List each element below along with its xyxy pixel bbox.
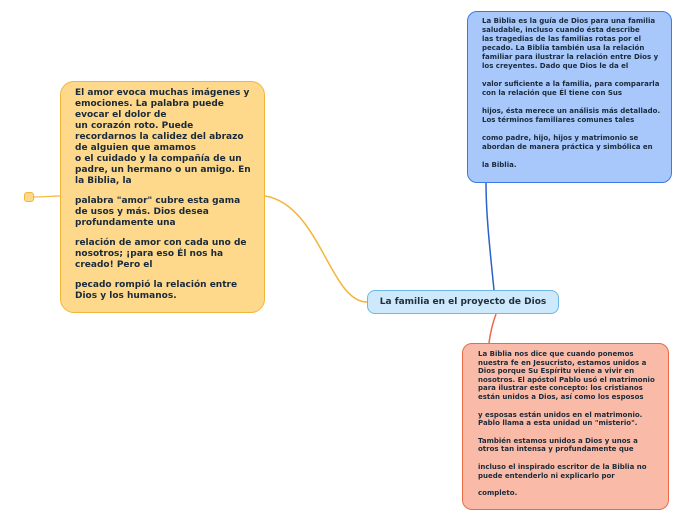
connector-salmon — [489, 314, 496, 343]
connector-blue — [486, 183, 494, 290]
topic-salmon-text: y esposas están unidos en el matrimonio. Pablo llama a esta unidad un "misterio". — [478, 410, 643, 428]
connector-orange — [265, 196, 367, 302]
topic-orange-text: relación de amor con cada uno de nosotros; ¡para eso Él nos ha creado! Pero el — [75, 238, 247, 270]
collapsed-topic-marker[interactable] — [24, 192, 34, 202]
central-topic[interactable] — [367, 290, 559, 314]
topic-blue-text: valor suficiente a la familia, para compararla con la relación que Él tiene con Sus — [482, 80, 660, 97]
topic-orange-text: pecado rompió la relación entre Dios y los humanos. — [75, 280, 238, 301]
central-topic-title: La familia en el proyecto de Dios — [379, 297, 547, 307]
topic-orange-text: El amor evoca muchas imágenes y emociones. La palabra puede evocar el dolor de un corazón roto. Puede recordarnos la calidez del abrazo de alguien que amamos o el cuidado y la compañía de un padre, un hermano o un amigo. En la Biblia, la — [75, 88, 251, 186]
topic-orange[interactable] — [60, 81, 265, 313]
topic-blue-text: la Biblia. — [482, 161, 517, 169]
topic-salmon-text: incluso el inspirado escritor de la Biblia no puede entenderlo ni explicarlo por — [478, 462, 647, 480]
topic-blue-text: hijos, ésta merece un análisis más detallado. Los términos familiares comunes tales — [482, 107, 661, 124]
topic-blue-text: como padre, hijo, hijos y matrimonio se abordan de manera práctica y simbólica en — [482, 134, 653, 151]
topic-salmon-text: La Biblia nos dice que cuando ponemos nuestra fe en Jesucristo, estamos unidos a Dios porque Su Espíritu viene a vivir en nosotros. El apóstol Pablo usó el matrimonio para ilustrar este concepto: los cristianos están unidos a Dios, así como los esposos — [478, 350, 655, 401]
topic-salmon[interactable] — [462, 343, 669, 510]
topic-salmon-text: También estamos unidos a Dios y unos a otros tan intensa y profundamente que — [478, 436, 638, 454]
connector-stub — [34, 196, 60, 197]
topic-salmon-text: completo. — [478, 489, 518, 498]
topic-blue-text: La Biblia es la guía de Dios para una familia saludable, incluso cuando ésta describe las tragedias de las familias rotas por el pecado. La Biblia también usa la relación familiar para ilustrar la relación entre Dios y los creyentes. Dado que Dios le da el — [482, 17, 659, 70]
topic-blue[interactable] — [467, 11, 672, 183]
topic-orange-text: palabra "amor" cubre esta gama de usos y más. Dios desea profundamente una — [75, 196, 241, 228]
